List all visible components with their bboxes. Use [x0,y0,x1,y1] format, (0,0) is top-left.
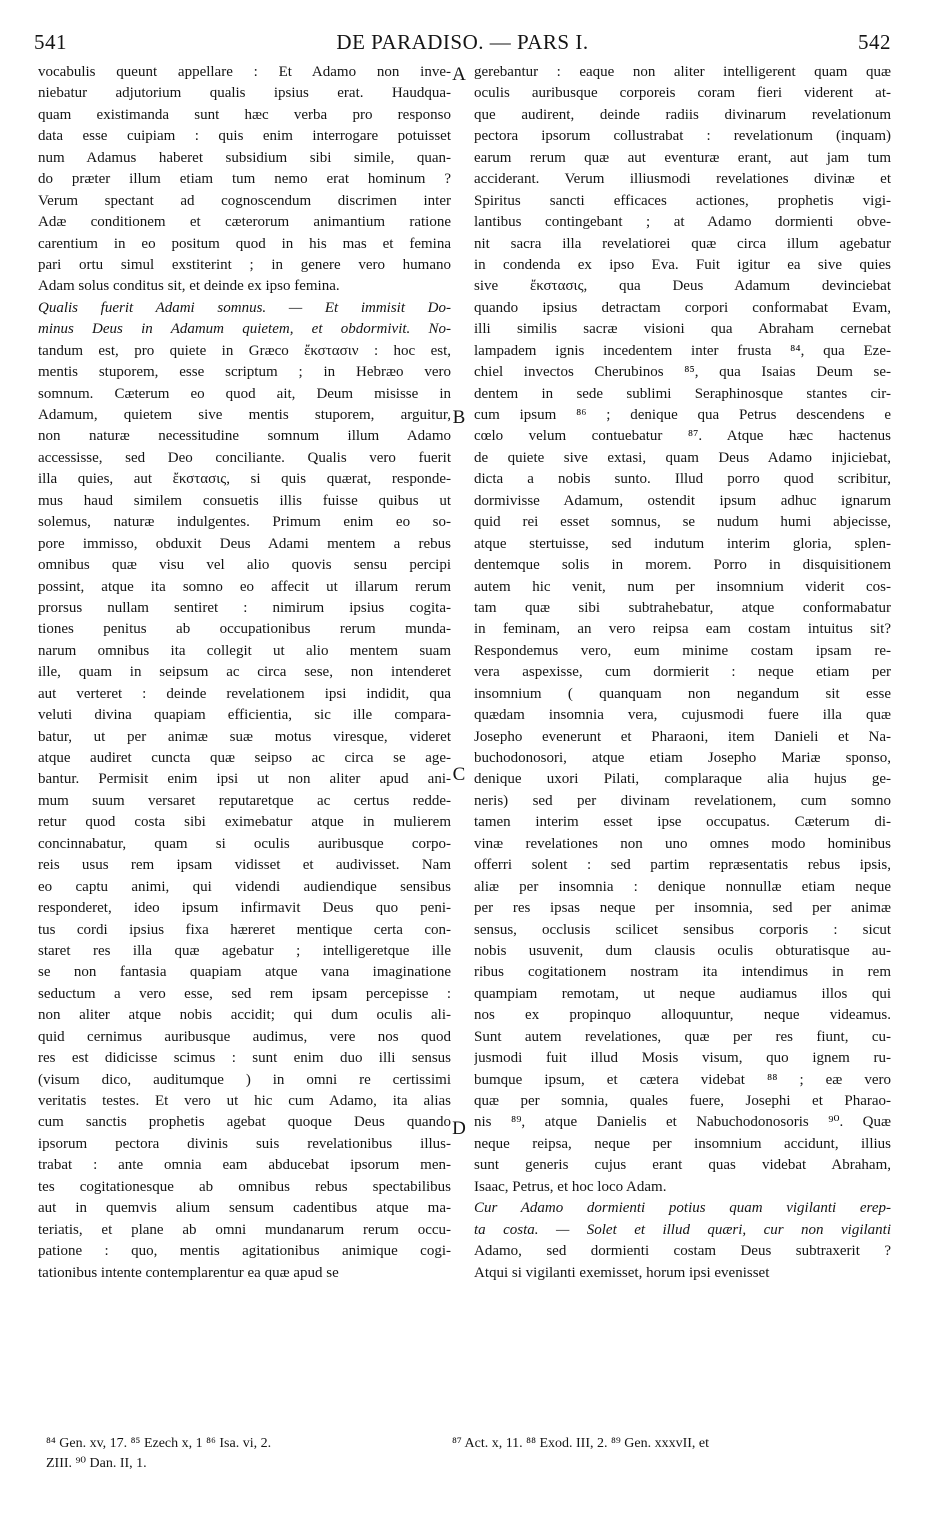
margin-letter-b: B [452,407,466,428]
text-line: vera aspexisse, cum dormierit : neque etiam per [474,664,891,681]
text-line: cœlo velum contuebatur ⁸⁷. Atque hæc hactenus [474,428,891,445]
text-line: solemus, naturæ indulgentes. Primum enim eo so- [38,514,451,531]
page-number-left: 541 [34,30,67,54]
text-line: nobis usuvenit, dum clausis oculis obturatisque au- [474,942,891,959]
text-line: Qualis fuerit Adami somnus. — Et immisit Do- [38,299,451,316]
text-line: Spiritus sancti efficaces actiones, prophetis vigi- [474,192,891,209]
text-line: veritatis testes. Et vero ut hic cum Adamo, ita alias [38,1093,451,1109]
footnotes-right [452,1434,892,1454]
footnote-line: ⁸⁴ Gen. xv, 17. ⁸⁵ Ezech x, 1 ⁸⁶ Isa. vi, 2. [46,1436,272,1451]
text-line: responderet, ideo ipsum infirmavit Deus quo peni- [38,900,451,917]
left-column [38,62,451,1284]
text-line: trabat : ante omnia eam abducebat ipsorum men- [38,1157,451,1174]
text-line: non aliter atque nobis accidit; qui dum oculis ali- [38,1007,451,1024]
text-line: se non fantasia quapiam atque vana imaginatione [38,964,451,981]
text-line: (visum dico, auditumque ) in omni re certissimi [38,1071,451,1088]
text-line: ipsorum pectora divinis suis revelationibus illus- [38,1135,451,1152]
text-line: sunt generis cujus erant quas videbat Abraham, [474,1157,891,1174]
text-line: oculis auribusque corporeis coram fieri viderent at- [474,85,891,102]
text-line: atque audiret cuncta quæ seipso ac circa se age- [38,750,451,766]
text-line: sensus, occlusis scilicet sensibus corporis : sicut [474,921,891,938]
text-line: autem hic venit, num per insomnium viderit cos- [474,578,891,595]
text-line: in feminam, an vero reipsa eam costam intuitus sit? [474,621,891,638]
margin-letter-d: D [452,1118,466,1139]
text-line: gerebantur : eaque non aliter intelligerent quam quæ [474,64,891,80]
text-line: num Adamus haberet subsidium sibi simile, quan- [38,149,451,166]
footnote-line: ⁸⁷ Act. x, 11. ⁸⁸ Exod. III, 2. ⁸⁹ Gen. xxxvII, et [452,1436,709,1451]
text-line: aut verteret : deinde revelationem ipsi indidit, qua [38,685,451,702]
text-line: Verum spectant ad cognoscendum discrimen inter [38,192,451,209]
running-title: DE PARADISO. — PARS I. [336,30,589,54]
text-line: tamen interim esset ipse occupatus. Cæterum di- [474,814,891,831]
margin-letter-c: C [452,764,466,785]
text-line: jusmodi fuit illud Mosis visum, quo ignem ru- [474,1050,891,1067]
text-line: non naturæ necessitudine somnum illum Adamo [38,428,451,445]
text-line: vocabulis queunt appellare : Et Adamo non inve- [38,64,451,80]
text-line: seductum a vero esse, sed rem ipsam percepisse : [38,985,451,1002]
text-line: bumque ipsum, et cætera videbat ⁸⁸ ; eæ vero [474,1071,891,1088]
text-line: omnibus quæ visu vel alio quovis sensu percipi [38,557,451,574]
text-line: tationibus intente contemplarentur ea quæ apud se [38,1264,339,1281]
text-line: nit sacra illa revelatiorei quæ circa illum agebatur [474,235,891,252]
text-line: accessisse, sed Deo conciliante. Qualis vero fuerit [38,449,451,466]
text-line: quando ipsius detractam corpori conformabat Evam, [474,299,891,316]
text-line: cum sanctis prophetis agebat quoque Deus quando [38,1114,451,1131]
text-line: concinnabatur, quam si oculis auribusque corpo- [38,835,451,852]
right-column [474,62,891,1284]
text-line: illi similis sacræ visioni qua Abraham cernebat [474,321,891,338]
text-line: patione : quo, mentis agitationibus animique cogi- [38,1243,451,1260]
text-line: vinæ revelationes non uno omnes modo hominibus [474,835,891,852]
text-line: quampiam remotam, ut neque audiamus illos qui [474,985,891,1002]
text-line: staret res illa quæ agebatur ; intelligeretque ille [38,942,451,959]
text-line: chiel invectos Cherubinos ⁸⁵, qua Isaias Deum se- [474,364,891,381]
running-head [34,30,891,58]
text-line: pore immisso, obduxit Deus Adami mentem a rebus [38,535,451,552]
text-line: somnum. Cæterum eo quod ait, Deum misisse in [38,385,451,402]
text-line: offerri solent : sed partim repræsentatis rebus ipsis, [474,857,891,874]
text-line: Adamum, quietem sive mentis stuporem, arguitur, [38,407,451,423]
text-line: mus haud similem consuetis illis fuisse quibus ut [38,492,451,509]
text-line: do præter illum etiam tum nemo erat hominum ? [38,171,451,188]
text-line: possint, atque ita somno eo affecit ut illarum rerum [38,578,451,595]
text-line: tam quæ sibi subtrahebatur, atque conformabatur [474,599,891,616]
text-line: dormivisse Adamum, ostendit ipsum adhuc ignarum [474,492,891,509]
text-line: retur quod costa sibi eximebatur atque in mulierem [38,814,451,831]
text-line: cum ipsum ⁸⁶ ; denique qua Petrus descendens e [474,407,891,423]
text-line: sive ἔκστασις, qua Deus Adamum devinciebat [474,278,891,295]
text-line: que audirent, deinde radiis divinarum revelationum [474,106,891,123]
text-line: Adam solus conditus sit, et deinde ex ipso femina. [38,278,340,295]
text-line: Isaac, Petrus, et hoc loco Adam. [474,1178,667,1195]
text-line: buchodonosori, atque etiam Josepho Mariæ sponso, [474,750,891,766]
text-line: per res ipsas neque per insomnia, sed per animæ [474,900,891,917]
footnote-line: ZIII. ⁹⁰ Dan. II, 1. [46,1456,147,1471]
text-line: veluti divina quapiam efficientia, sic ille compara- [38,707,451,724]
text-line: dicta a nobis sunto. Illud porro quod scribitur, [474,471,891,488]
text-line: mum suum versaret reputaretque ac certus redde- [38,792,451,809]
text-line: Respondemus vero, eum minime costam ipsam re- [474,642,891,659]
text-line: Cur Adamo dormienti potius quam vigilanti erep- [474,1200,891,1217]
text-line: data esse cuipiam : quis enim interrogare potuisset [38,128,451,145]
text-line: dentemque solis in morem. Porro in disquisitionem [474,557,891,574]
text-line: dentem in sede sublimi Seraphinosque stantes cir- [474,385,891,402]
text-line: quam existimanda sunt hæc verba pro responso [38,106,451,123]
text-line: quæ per somnia, quales fuere, Josephi et Pharao- [474,1093,891,1109]
footnotes-left [46,1434,456,1474]
text-line: earum rerum quæ aut eventuræ erant, aut jam tum [474,149,891,166]
text-line: in condenda ex ipso Eva. Fuit igitur ea sive quies [474,256,891,273]
text-line: quædam insomnia vera, cujusmodi fuere illa quæ [474,707,891,724]
text-line: teriatis, et plane ab omni mundanarum rerum occu- [38,1221,451,1238]
text-line: narum omnibus ita collegit ut alio mentem suam [38,642,451,659]
text-line: pectora ipsorum collustrabat : revelationum (inquam) [474,128,891,145]
text-line: Atqui si vigilanti exemisset, horum ipsi evenisset [474,1264,770,1281]
page-number-right: 542 [858,30,891,54]
text-line: tiones penitus ab occupationibus rerum munda- [38,621,451,638]
margin-letter-a: A [452,64,466,85]
text-line: illa quies, aut ἔκστασις, si quis quærat, responde- [38,471,451,488]
text-line: acciderant. Verum illiusmodi revelationes divinæ et [474,171,891,188]
text-line: neris) sed per divinam revelationem, cum somno [474,792,891,809]
text-line: batur, ut per animæ suæ motus viresque, videret [38,728,451,745]
text-line: tus cordi ipsius fixa hæreret mentique certa con- [38,921,451,938]
text-line: lantibus contingebant ; at Adamo dormienti obve- [474,214,891,231]
text-line: Adæ conditionem et cæterorum animantium ratione [38,214,451,231]
text-line: quid rei esset somnus, se nudum humi abjecisse, [474,514,891,531]
text-line: aliæ per insomnia : denique nonnullæ etiam neque [474,878,891,895]
text-line: ribus cogitationem nostram ita intendimus in rem [474,964,891,981]
text-line: ille, quam in seipsum ac circa sese, non intenderet [38,664,451,681]
text-line: tes cogitationesque ab omnibus rebus spectabilibus [38,1178,451,1195]
text-line: nos ex propinquo alloquuntur, neque videamus. [474,1007,891,1024]
text-line: res est didicisse scimus : sunt enim duo illi sensus [38,1050,451,1067]
text-line: eo captu animi, qui videndi audiendique sensibus [38,878,451,895]
text-line: aut in quemvis alium sensum cadentibus atque ma- [38,1200,451,1217]
text-line: nis ⁸⁹, atque Danielis et Nabuchodonosoris ⁹⁰. Quæ [474,1114,891,1131]
text-line: Adamo, sed dormienti costam Deus subtraxerit ? [474,1243,891,1260]
text-line: tandum est, pro quiete in Græco ἔκστασιν : hoc est, [38,342,451,359]
text-line: reis usus rem ipsam vidisset et audivisset. Nam [38,857,451,874]
text-line: pari ortu simul exstiterint ; in genere vero humano [38,256,451,273]
text-line: neque reipsa, neque per insomnium accidunt, illius [474,1135,891,1152]
text-line: denique uxori Pilati, complaraque alia hujus ge- [474,771,891,788]
text-line: lampadem ignis incedentem inter frusta ⁸⁴, qua Eze- [474,342,891,359]
text-line: Sunt autem revelationes, quæ per res fiunt, cu- [474,1028,891,1045]
text-line: minus Deus in Adamum quietem, et obdormivit. No- [38,321,451,338]
text-line: quid cernimus auribusque audimus, vere nos quod [38,1028,451,1045]
text-line: Josepho evenerunt et Pharaoni, item Danieli et Na- [474,728,891,745]
text-line: niebatur adjutorium qualis ipsius erat. Haudqua- [38,85,451,102]
text-line: ta costa. — Solet et illud quæri, cur non vigilanti [474,1221,891,1238]
text-line: insomnium ( quanquam non negandum sit esse [474,685,891,702]
text-line: mentis stuporem, esse scriptum ; in Hebræo vero [38,364,451,381]
text-line: atque stertuisse, sed indutum interim gloria, splen- [474,535,891,552]
text-line: prorsus nullam sentiret : nimirum ipsius cogita- [38,599,451,616]
text-line: carentium in eo positum quod in his mas et femina [38,235,451,252]
text-line: bantur. Permisit enim ipsi ut non aliter apud ani- [38,771,451,788]
text-line: de quiete sive extasi, quam Deus Adamo injiciebat, [474,449,891,466]
